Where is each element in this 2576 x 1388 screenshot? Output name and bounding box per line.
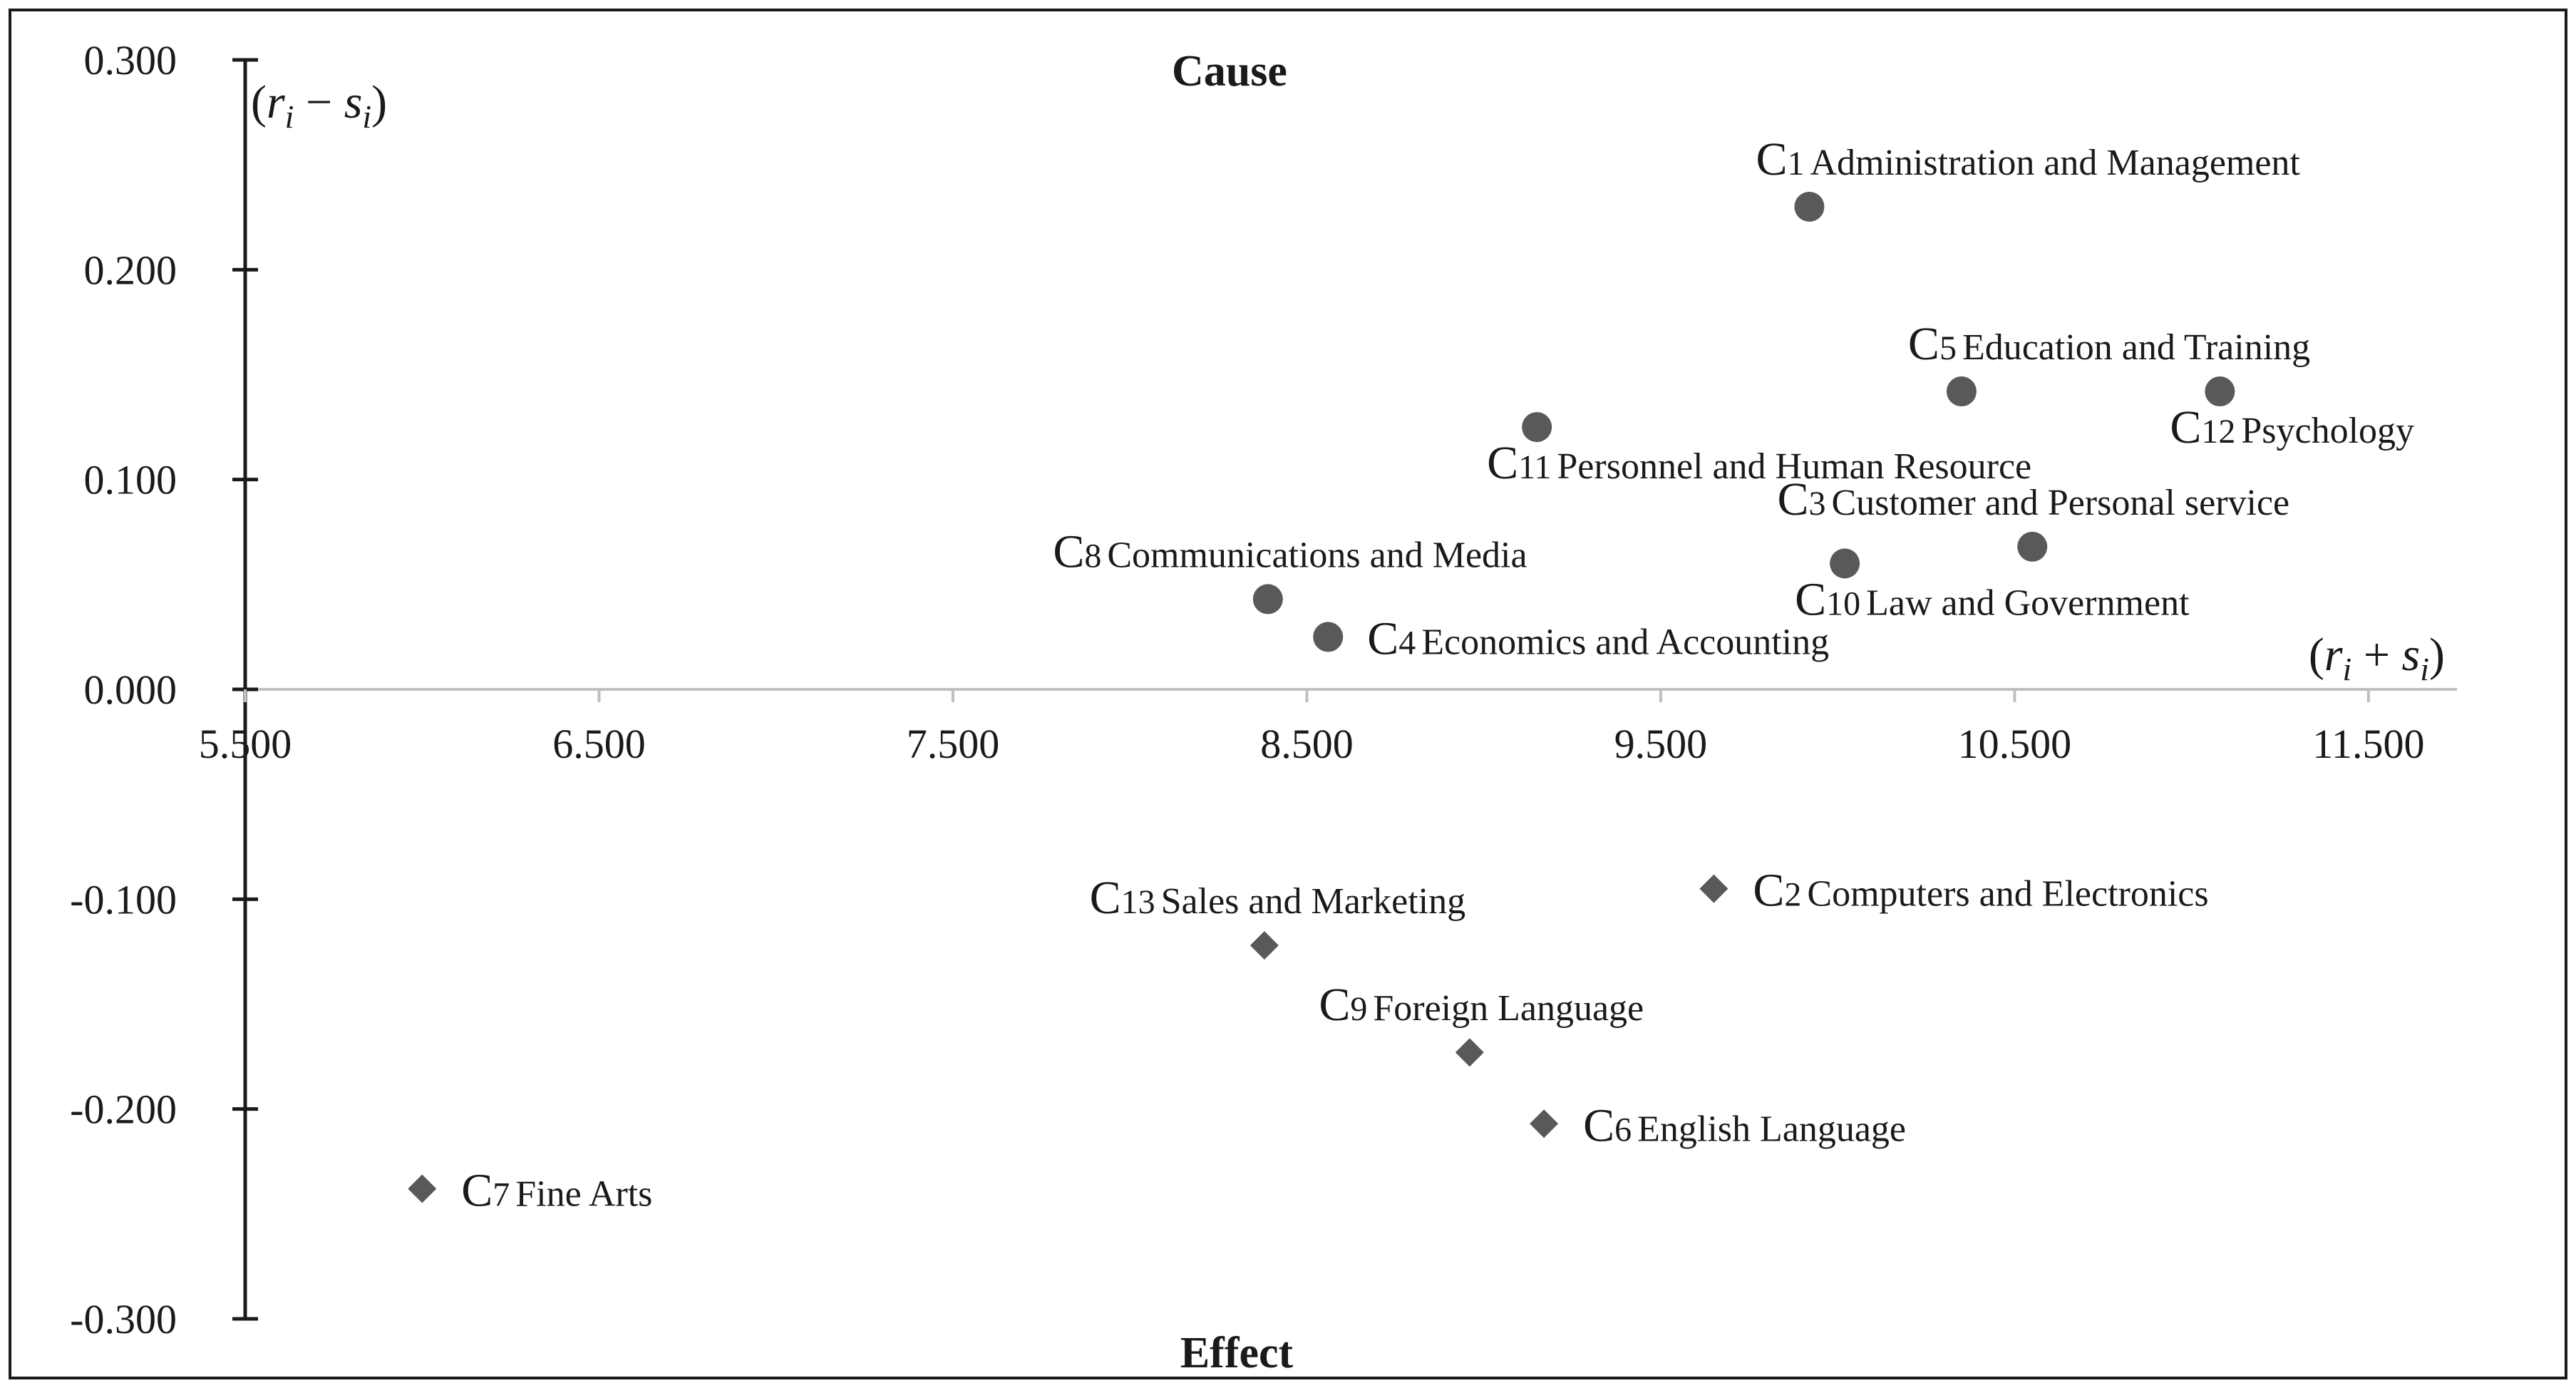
circle-marker [2017, 532, 2047, 562]
y-tick-label: 0.100 [83, 456, 177, 503]
x-tick-label: 11.500 [2312, 721, 2425, 767]
circle-marker [1830, 548, 1860, 578]
y-tick-label: 0.300 [83, 37, 177, 83]
point-label: C4 Economics and Accounting [1367, 612, 1830, 665]
y-tick-label: -0.300 [70, 1296, 177, 1342]
point-label: C10 Law and Government [1795, 573, 2190, 626]
circle-marker [1313, 622, 1343, 652]
effect-label: Effect [1180, 1329, 1294, 1377]
y-tick-label: -0.100 [70, 876, 177, 923]
y-tick-label: 0.000 [83, 667, 177, 713]
x-tick-label: 6.500 [552, 721, 646, 767]
point-label: C9 Foreign Language [1319, 979, 1644, 1032]
y-tick-label: -0.200 [70, 1086, 177, 1133]
x-tick-label: 9.500 [1614, 721, 1708, 767]
circle-marker [1947, 376, 1977, 406]
point-label: C2 Computers and Electronics [1753, 864, 2209, 917]
point-label: C1 Administration and Management [1756, 133, 2300, 186]
point-label: C7 Fine Arts [461, 1164, 653, 1217]
circle-marker [2205, 376, 2235, 406]
circle-marker [1794, 192, 1824, 222]
circle-marker [1522, 412, 1552, 442]
point-label: C5 Education and Training [1907, 318, 2311, 371]
x-tick-label: 10.500 [1957, 721, 2072, 767]
x-tick-label: 5.500 [198, 721, 292, 767]
cause-label: Cause [1172, 47, 1287, 96]
circle-marker [1253, 584, 1283, 614]
chart-frame [10, 10, 2566, 1378]
point-label: C3 Customer and Personal service [1777, 473, 2290, 525]
point-label: C6 English Language [1583, 1099, 1907, 1152]
x-tick-label: 7.500 [906, 721, 1000, 767]
point-label: C13 Sales and Marketing [1089, 872, 1466, 925]
point-label: C8 Communications and Media [1053, 525, 1527, 578]
x-axis-label: $(r_i + s_i)$ [2308, 629, 2445, 687]
point-label: C11 Personnel and Human Resource [1487, 437, 2032, 490]
y-axis-label: $(r_i - s_i)$ [251, 76, 388, 135]
x-tick-label: 8.500 [1260, 721, 1354, 767]
y-tick-label: 0.200 [83, 247, 177, 294]
point-label: C12 Psychology [2170, 401, 2415, 454]
